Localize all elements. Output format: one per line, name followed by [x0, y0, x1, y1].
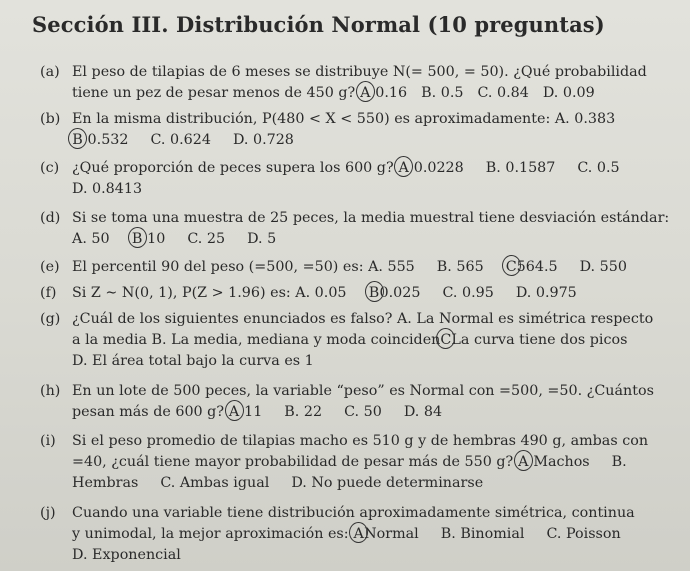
option-b: B. Binomial: [440, 526, 525, 542]
question-b: [40, 109, 680, 151]
selected-answer-mark: A: [360, 83, 371, 104]
option-b-text: Hembras: [72, 475, 139, 491]
option-d: D. 0.975: [515, 285, 577, 301]
question-h: [40, 381, 680, 423]
option-d: D. 5: [247, 231, 277, 247]
selected-answer-mark: A: [229, 402, 240, 423]
option-text: Normal: [364, 526, 419, 542]
option-b: B. 0.1587: [485, 160, 556, 176]
option-c: C. Ambas igual: [160, 475, 270, 491]
option-d: D. 0.728: [232, 132, 294, 148]
question-label: (b): [40, 111, 61, 127]
selected-answer-mark: A: [518, 452, 529, 473]
option-c: C. 0.624: [150, 132, 211, 148]
selected-answer-mark: B: [72, 130, 83, 151]
question-text: a la media B. La media, mediana y moda coinciden: [72, 332, 441, 348]
question-i: [40, 431, 680, 494]
question-text: D. El área total bajo la curva es 1: [72, 353, 314, 369]
question-text: Si se toma una muestra de 25 peces, la media muestral tiene desviación estándar:: [72, 210, 670, 226]
option-text: 0.025: [379, 285, 421, 301]
option-b: B. 0.5: [421, 85, 464, 101]
question-text: ¿Qué proporción de peces supera los 600 g?: [72, 160, 394, 176]
section-title: Sección III. Distribución Normal (10 preguntas): [32, 12, 605, 37]
option-text: 564.5: [516, 259, 558, 275]
question-label: (f): [40, 285, 57, 301]
question-label: (j): [40, 505, 56, 521]
selected-answer-mark: A: [398, 158, 409, 179]
option-text: 11: [244, 404, 263, 420]
option-a: A. 50: [72, 231, 110, 247]
option-d: D. 550: [579, 259, 627, 275]
question-text: Si el peso promedio de tilapias macho es 510 g y de hembras 490 g, ambas con: [72, 433, 649, 449]
question-label: (i): [40, 433, 56, 449]
option-d: D. No puede determinarse: [291, 475, 484, 491]
option-c: C. 50: [344, 404, 382, 420]
option-d: D. 84: [403, 404, 443, 420]
option-b: B. 22: [284, 404, 323, 420]
option-c: C. 0.84: [477, 85, 529, 101]
question-text: pesan más de 600 g?: [72, 404, 224, 420]
selected-answer-mark: A: [353, 524, 364, 545]
question-g: [40, 309, 680, 372]
question-text: tiene un pez de pesar menos de 450 g?: [72, 85, 356, 101]
question-a: [40, 62, 680, 104]
option-text: 0.16: [375, 85, 408, 101]
question-text: El percentil 90 del peso (=500, =50) es: A. 555: [72, 259, 415, 275]
question-text: ¿Cuál de los siguientes enunciados es falso? A. La Normal es simétrica respecto: [72, 311, 654, 327]
option-text: 0.532: [87, 132, 129, 148]
option-text: Machos: [533, 454, 590, 470]
question-text: El peso de tilapias de 6 meses se distribuye N(= 500, = 50). ¿Qué probabilidad: [72, 64, 647, 80]
option-c: C. 0.95: [442, 285, 494, 301]
option-d: D. 0.8413: [72, 181, 143, 197]
question-text: La curva tiene dos picos: [451, 332, 628, 348]
selected-answer-mark: C: [506, 257, 517, 278]
question-text: En un lote de 500 peces, la variable “peso” es Normal con =500, =50. ¿Cuántos: [72, 383, 654, 399]
selected-answer-mark: B: [132, 229, 143, 250]
selected-answer-mark: C: [440, 330, 451, 351]
question-text: =40, ¿cuál tiene mayor probabilidad de pesar más de 550 g?: [72, 454, 514, 470]
question-label: (e): [40, 259, 60, 275]
question-text: En la misma distribución, P(480 < X < 550) es aproximadamente: A. 0.383: [72, 111, 616, 127]
question-label: (a): [40, 64, 60, 80]
option-d: D. 0.09: [542, 85, 595, 101]
option-text: 0.0228: [413, 160, 464, 176]
question-text: Cuando una variable tiene distribución aproximadamente simétrica, continua: [72, 505, 635, 521]
question-label: (g): [40, 311, 61, 327]
question-label: (h): [40, 383, 61, 399]
question-f: [40, 283, 680, 304]
option-b: B.: [611, 454, 627, 470]
option-c: C. Poisson: [546, 526, 621, 542]
option-c: C. 0.5: [577, 160, 620, 176]
question-text: Si Z ∼ N(0, 1), P(Z > 1.96) es: A. 0.05: [72, 285, 347, 301]
selected-answer-mark: B: [369, 283, 380, 304]
question-d: [40, 208, 680, 250]
question-j: [40, 503, 680, 566]
question-label: (d): [40, 210, 61, 226]
question-e: [40, 257, 680, 278]
option-text: 10: [147, 231, 166, 247]
question-label: (c): [40, 160, 60, 176]
option-c: C. 25: [187, 231, 226, 247]
question-c: [40, 158, 680, 200]
option-d: D. Exponencial: [72, 547, 181, 563]
option-b: B. 565: [436, 259, 484, 275]
question-text: y unimodal, la mejor aproximación es:: [72, 526, 349, 542]
